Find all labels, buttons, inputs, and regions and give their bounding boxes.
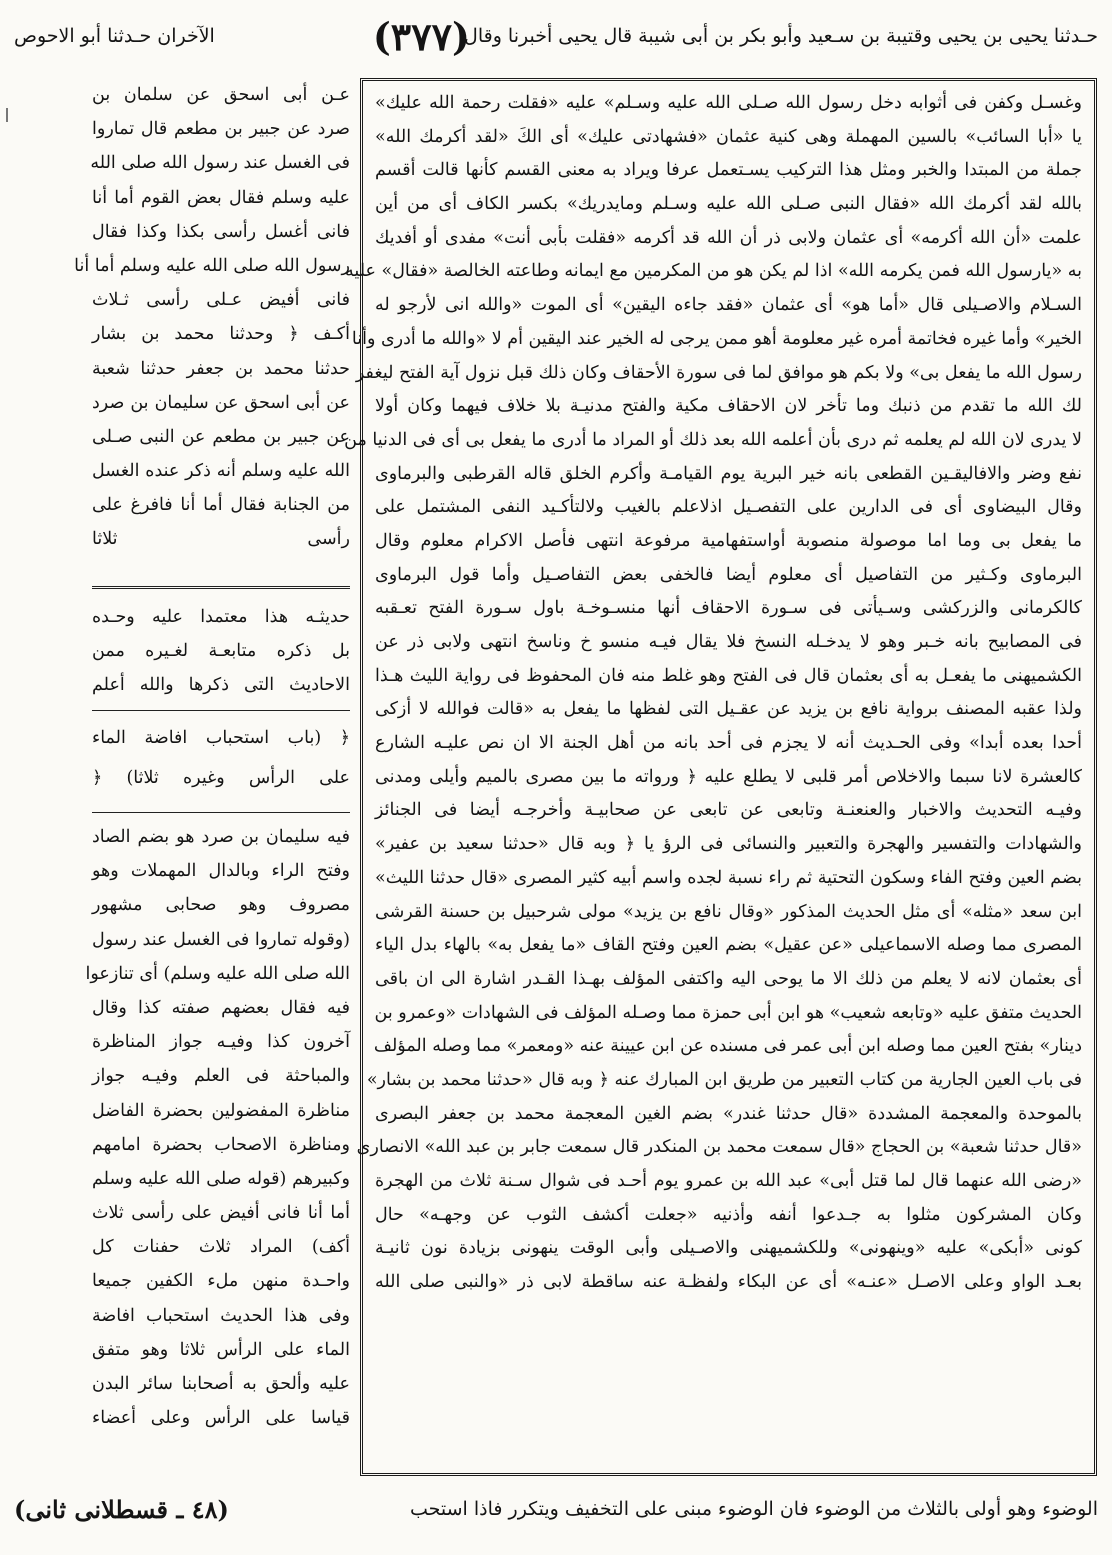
explanation-line: واحـدة منهن ملء الكفين جميعا bbox=[92, 1271, 350, 1292]
commentary-line: فى باب العين الجارية من كتاب التعبير من طريق ابن المبارك عنه ﴿ وبه قال «حدثنا محمد بن بشار» bbox=[366, 1069, 1082, 1090]
nawawi-commentary bbox=[85, 820, 350, 1476]
section-divider-1 bbox=[92, 586, 350, 589]
commentary-line: الكشميهنى ما يفعـل به أى بعثمان قال فى الفتح وهو غلط منه فان المحفوظ فى رواية الليث هـذا bbox=[375, 665, 1082, 686]
commentary-line: وكان المشركون مثلوا به جـدعوا أنفه وأذنيه «جعلت أكشف الثوب عن وجهـه» حال bbox=[375, 1204, 1082, 1225]
explanation-line: مناظرة المفضولين بحضرة الفاضل bbox=[92, 1100, 350, 1121]
commentary-text bbox=[344, 87, 1082, 1467]
commentary-line: وغسـل وكفن فى أثوابه دخل رسول الله صـلى الله عليه وسـلم» عليه «فقلت رحمة الله عليك» bbox=[375, 93, 1082, 113]
commentary-line: لك الله ما تقدم من ذنبك وما تأخر لان الاحقاف مكية والفتح مدنيـة بلا خلاف فيهما وكان أولا bbox=[375, 396, 1082, 417]
hadith-line: فانى أفيض عـلى رأسى ثـلاث bbox=[92, 290, 350, 311]
commentary-line: بالموحدة والمعجمة المشددة «قال حدثنا غندر» بضم الغين المعجمة محمد بن جعفر البصرى bbox=[375, 1103, 1082, 1124]
page-number: (٣٧٧) bbox=[372, 13, 471, 59]
hadith-line: عن جبير بن مطعم عن النبى صـلى bbox=[92, 426, 350, 447]
explanation-line: وفتح الراء وبالدال المهملات وهو bbox=[92, 861, 350, 882]
explanation-line: فيه سليمان بن صرد هو بضم الصاد bbox=[92, 827, 350, 847]
commentary-line: يا «أبا السائب» بالسين المهملة وهى كنية عثمان «فشهادتى عليك» أى الكَ «لقد أكرمك الله» bbox=[375, 126, 1082, 147]
commentary-line: جملة من المبتدا والخبر ومثل هذا التركيب يسـتعمل عرفا ويراد به معنى القسم كأنها قالت أقسم bbox=[375, 160, 1082, 181]
hadith-line: عليه وسلم فقال بعض القوم أما أنا bbox=[92, 187, 350, 208]
hadith-line: فانى أغسل رأسى بكذا وكذا فقال bbox=[92, 221, 350, 242]
volume-signature: (٤٨ ـ قسطلانى ثانى) bbox=[14, 1494, 229, 1524]
hadith-line: عـن أبى اسحق عن سلمان بن bbox=[92, 85, 350, 105]
commentary-line: كونى «أبكى» عليه «وينهونى» وللكشميهنى والاصـيلى وأبى الوقت ينهونى بزيادة نون ثانيـة bbox=[375, 1238, 1082, 1259]
explanation-line: وكبيرهم (قوله صلى الله عليه وسلم bbox=[92, 1168, 350, 1189]
commentary-line: بضم العين وفتح الفاء وسكون التحتية ثم راء نسبة لجده واسم أبيه كثير المصرى «قال حدثنا الليث» bbox=[375, 867, 1082, 888]
commentary-line: المصرى مما وصله الاسماعيلى «عن عقيل» بضم العين وفتح القاف «ما يفعل به» بالهاء بدل الياء bbox=[375, 935, 1082, 956]
commentary-line: بعـد الواو وعلى الاصـل «عنـه» أى عن البكاء ولفظـة عنه ساقطة لابى ذر «والنبى صلى الله bbox=[375, 1272, 1082, 1293]
explanation-line: ومناظرة الاصحاب بحضرة امامهم bbox=[92, 1134, 350, 1155]
chapter-line: على الرأس وغيره ثلاثا) ﴿ bbox=[92, 768, 350, 788]
note-line: بل ذكره متابعـة لغـيره ممن bbox=[92, 641, 350, 661]
chapter-heading bbox=[92, 718, 350, 814]
hadith-text-top bbox=[74, 78, 350, 578]
hadith-line: الله عليه وسلم أنه ذكر عنده الغسل bbox=[92, 461, 350, 482]
hadith-line: من الجنابة فقال أما أنا فافرغ على bbox=[92, 495, 350, 516]
commentary-line: بالله لقد أكرمك الله «فقال النبى صـلى الله عليه وسـلم ومايدريك» بكسر الكاف أى من أين bbox=[375, 194, 1082, 215]
commentary-line: رسول الله ما يفعل بى» ولا بكم هو موافق لما فى سورة الأحقاف وكان ذلك قبل نزول آية الفتح ليغفر bbox=[355, 362, 1082, 383]
explanation-line: وفى هذا الحديث استحباب افاضة bbox=[92, 1305, 350, 1326]
page-footer bbox=[14, 1486, 1098, 1532]
commentary-line: ما يفعل بى وما اما موصولة منصوبة أواستفهامية مرفوعة انتهى فأصل الاكرام معلوم وقال bbox=[375, 530, 1082, 551]
commentary-line: أى بعثمان لانه لا يعلم من ذلك الا ما يوحى اليه واكتفى المؤلف بهـذا القـدر اشارة الى ان باقى bbox=[375, 968, 1082, 989]
commentary-line: وقال البيضاوى أى فى الدارين على التفصـيل اذلاعلم بالغيب ولالتأكـيد النفى المشتمل على bbox=[375, 497, 1082, 518]
hadith-line: حدثنا محمد بن جعفر حدثنا شعبة bbox=[92, 358, 350, 379]
commentary-line: به «يارسول الله فمن يكرمه الله» اذا لم يكن هو من المكرمين مع ايمانه وطاعته الخالصة «فقال» عليه bbox=[345, 261, 1082, 282]
explanation-line: أكف) المراد ثلاث حفنات كل bbox=[92, 1237, 350, 1258]
explanation-line: أما أنا فانى أفيض على رأسى ثلاث bbox=[92, 1203, 350, 1224]
section-divider-2 bbox=[92, 710, 350, 711]
section-divider-3 bbox=[92, 812, 350, 813]
hadith-line: أكـف ﴿ وحدثنا محمد بن بشار bbox=[92, 324, 350, 345]
commentary-frame bbox=[344, 78, 1097, 1476]
side-note bbox=[92, 600, 350, 704]
explanation-line: فيه فقال بعضهم صفته كذا وقال bbox=[92, 997, 350, 1018]
commentary-line: «قال حدثنا شعبة» بن الحجاج «قال سمعت محمد بن المنكدر قال سمعت جابر بن عبد الله» الانصارى bbox=[356, 1137, 1082, 1158]
commentary-line: وفيـه التحديث والاخبار والعنعنـة وتابعى عن تابعى عن صحابيـة وأخرجـه أيضا فى الجنائز bbox=[375, 800, 1082, 821]
commentary-line: البرماوى وكـثير من التفاصيل أى معلوم أيضا فالخفى بعض التفاصـيل وأما قول البرماوى bbox=[375, 564, 1082, 585]
hadith-line: عن أبى اسحق عن سليمان بن صرد bbox=[92, 392, 350, 413]
explanation-line: قياسا على الرأس وعلى أعضاء bbox=[92, 1408, 350, 1429]
margin-mark bbox=[6, 108, 8, 122]
note-line: حديثـه هذا معتمدا عليه وحـده bbox=[92, 607, 350, 627]
commentary-line: الخير» وأما غيره فخاتمة أمره غير معلومة أهو ممن يرجى له الخير عند اليقين أم لا «والله ما أدرى وأنا bbox=[351, 328, 1082, 349]
explanation-line: آخرون كذا وفيـه جواز المناظرة bbox=[92, 1032, 350, 1053]
header-title: حـدثنا يحيى بن يحيى وقتيبة بن سـعيد وأبو بكر بن أبى شيبة قال يحيى أخبرنا وقال bbox=[464, 25, 1098, 47]
footer-catchword: الوضوء وهو أولى بالثلاث من الوضوء فان الوضوء مبنى على التخفيف ويتكرر فاذا استحب bbox=[409, 1498, 1098, 1520]
explanation-line: عليه وألحق به أصحابنا سائر البدن bbox=[92, 1374, 350, 1394]
commentary-line: فى المصابيح بانه خـبر وهو لا يدخـله النسخ فلا يقال فيـه منسو خ وناسخ انتهى ولابى ذر عن bbox=[375, 632, 1082, 652]
commentary-line: علمت «أن الله أكرمه» أى عثمان ولابى ذر أن الله قد أكرمه «فقلت بأبى أنت» مفدى أو أفديك bbox=[375, 227, 1082, 248]
note-line: الاحاديث التى ذكرها والله أعلم bbox=[92, 675, 350, 695]
commentary-line: ابن سعد «مثله» أى مثل الحديث المذكور «وقال نافع بن يزيد» مولى شرحبيل بن حسنة القرشى bbox=[375, 901, 1082, 922]
hadith-line: رسول الله صلى الله عليه وسلم أما أنا bbox=[74, 255, 350, 276]
commentary-line: الحديث متفق عليه «وتابعه شعيب» هو ابن أبى حمزة مما وصـله المؤلف فى الشهادات «وعمرو بن bbox=[374, 1002, 1082, 1023]
header-aside: الآخران حـدثنا أبو الاحوص bbox=[14, 25, 215, 47]
commentary-line: لا يدرى لان الله لم يعلمه ثم درى بأن أعلمه الله بعد ذلك أو المراد ما أدرى ما يفعل بى أى فى الدنيا من bbox=[344, 429, 1082, 450]
explanation-line: مصروف وهو صحابى مشهور bbox=[92, 895, 350, 916]
explanation-line: الله صلى الله عليه وسلم) أى تنازعوا bbox=[85, 963, 350, 984]
page-header bbox=[14, 10, 1098, 62]
commentary-line: «رضى الله عنهما قال لما قتل أبى» عبد الله بن عمرو يوم أحـد فى شوال سـنة ثلاث من الهجرة bbox=[375, 1171, 1082, 1191]
commentary-line: دينار» بفتح العين مما وصله ابن أبى عمر فى مسنده عن ابن عيينة عنه «ومعمر» مما وصله المؤلف bbox=[373, 1036, 1082, 1057]
commentary-line: والشهادات والتفسير والهجرة والتعبير والنسائى فى الرؤ يا ﴿ وبه قال «حدثنا سعيد بن عفير» bbox=[375, 834, 1082, 855]
explanation-line: والمباحثة فى العلم وفيـه جواز bbox=[92, 1066, 350, 1087]
commentary-line: ولذا عقبه المصنف برواية نافع بن يزيد عن عقـيل التى لفظها ما يفعل به «قالت فوالله لا أزكى bbox=[375, 699, 1082, 720]
commentary-line: كالكرمانى والزركشى وسـيأتى فى سـورة الاحقاف أنها منسـوخـة باول سـورة الفتح تعـقبه bbox=[375, 598, 1082, 619]
commentary-line: نفع وضر والافاليقـين القطعى بانه خير البرية يوم القيامـة وأكرم الخلق قاله القرطبى والبرماوى bbox=[375, 463, 1082, 484]
hadith-line: صرد عن جبير بن مطعم قال تماروا bbox=[92, 119, 350, 140]
commentary-line: كالعشرة لانا سبما والاخلاص أمر قلبى لا يطلع عليه ﴿ ورواته ما بين مصرى بالميم وأيلى ومدنى bbox=[375, 766, 1082, 787]
explanation-line: الماء على الرأس ثلاثا وهو متفق bbox=[92, 1339, 350, 1360]
commentary-line: أحدا بعده أبدا» وفى الحـديث أنه لا يجزم فى أحد بانه من أهل الجنة الا ان نص عليـه الشارع bbox=[375, 733, 1082, 754]
commentary-line: السـلام والاصـيلى قال «أما هو» أى عثمان «فقد جاءه اليقين» أى الموت «والله انى لأرجو له bbox=[375, 295, 1082, 316]
hadith-line: رأسى ثلاثا bbox=[92, 529, 350, 550]
explanation-line: (وقوله تماروا فى الغسل عند رسول bbox=[92, 929, 350, 950]
hadith-line: فى الغسل عند رسول الله صلى الله bbox=[90, 153, 350, 174]
chapter-line: ﴿ (باب استحباب افاضة الماء bbox=[92, 728, 350, 748]
